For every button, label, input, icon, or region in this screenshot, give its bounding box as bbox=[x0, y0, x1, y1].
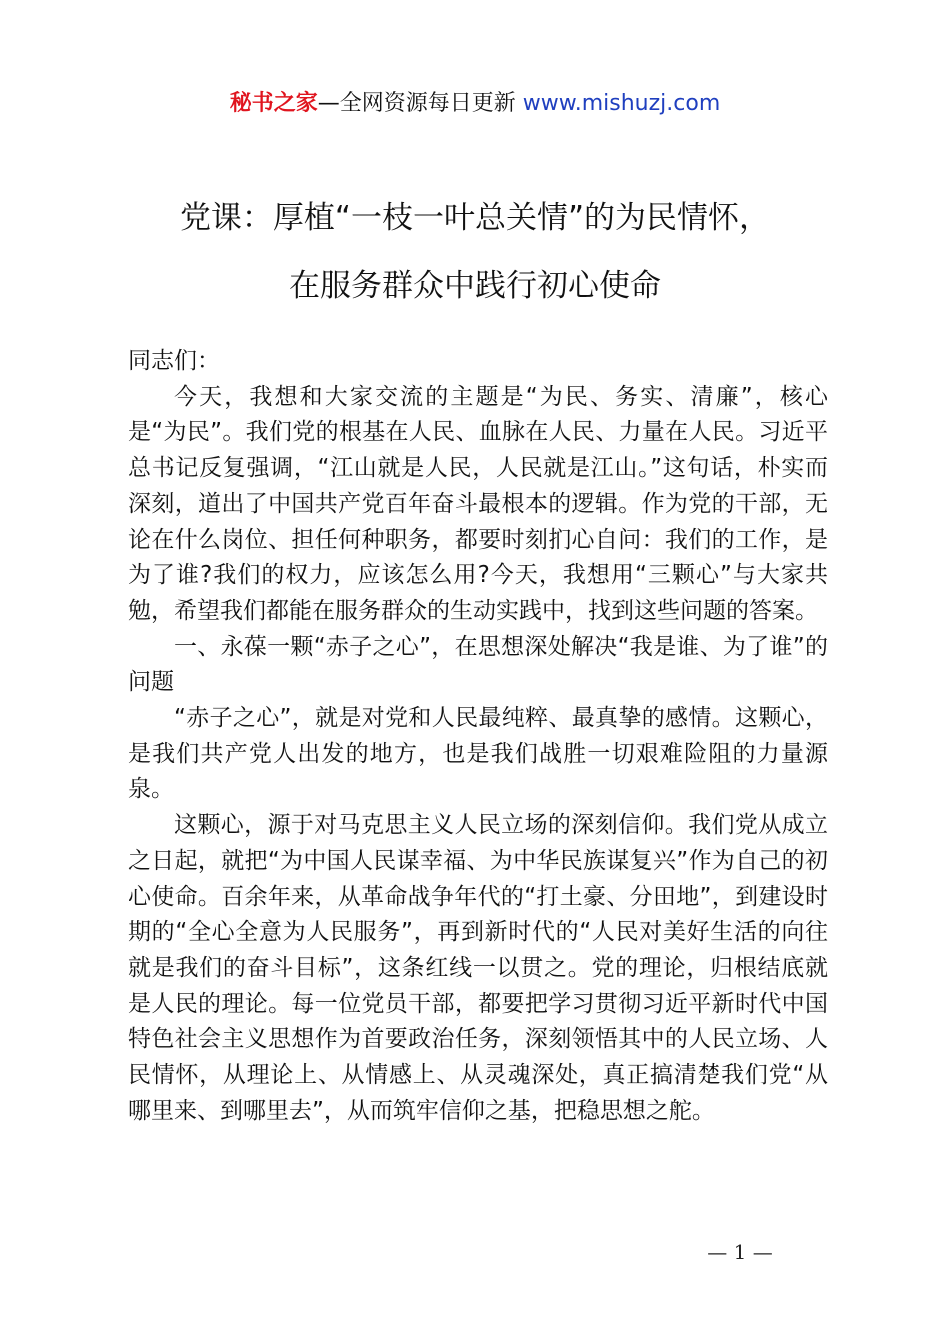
brand-name: 秘书之家 bbox=[229, 91, 318, 116]
greeting: 同志们： bbox=[128, 348, 220, 374]
site-header bbox=[0, 88, 950, 120]
paragraph-intro: 今天，我想和大家交流的主题是“为民、务实、清廉”，核心是“为民”。我们党的根基在人民、血脉在人民、力量在人民。习近平总书记反复强调，“江山就是人民，人民就是江山。”这句话，朴实而深刻，道出了中国共产党百年奋斗最根本的逻辑。作为党的干部，无论在什么岗位、担任何种职务，都要时刻扪心自问：我们的工作，是为了谁?我们的权力，应该怎么用?今天，我想用“三颗心”与大家共勉，希望我们都能在服务群众的生动实践中，找到这些问题的答案。 bbox=[128, 383, 828, 624]
section-heading-1: 一、永葆一颗“赤子之心”，在思想深处解决“我是谁、为了谁”的问题 bbox=[128, 633, 828, 696]
document-title-line-1: 党课：厚植“一枝一叶总关情”的为民情怀， bbox=[179, 200, 771, 236]
document-body bbox=[128, 344, 828, 1129]
site-url-link[interactable]: www.mishuzj.com bbox=[522, 91, 721, 116]
document-title-line-2: 在服务群众中践行初心使命 bbox=[289, 268, 661, 304]
page-number: — 1 — bbox=[707, 1240, 773, 1264]
paragraph: “赤子之心”，就是对党和人民最纯粹、最真挚的感情。这颗心，是我们共产党人出发的地方，也是我们战胜一切艰难险阻的力量源泉。 bbox=[128, 705, 828, 803]
header-tagline: —全网资源每日更新 bbox=[317, 91, 516, 116]
paragraph: 这颗心，源于对马克思主义人民立场的深刻信仰。我们党从成立之日起，就把“为中国人民谋幸福、为中华民族谋复兴”作为自己的初心使命。百余年来，从革命战争年代的“打土豪、分田地”，到建设时期的“全心全意为人民服务”，再到新时代的“人民对美好生活的向往就是我们的奋斗目标”，这条红线一以贯之。党的理论，归根结底就是人民的理论。每一位党员干部，都要把学习贯彻习近平新时代中国特色社会主义思想作为首要政治任务，深刻领悟其中的人民立场、人民情怀，从理论上、从情感上、从灵魂深处，真正搞清楚我们党“从哪里来、到哪里去”，从而筑牢信仰之基，把稳思想之舵。 bbox=[128, 812, 828, 1124]
